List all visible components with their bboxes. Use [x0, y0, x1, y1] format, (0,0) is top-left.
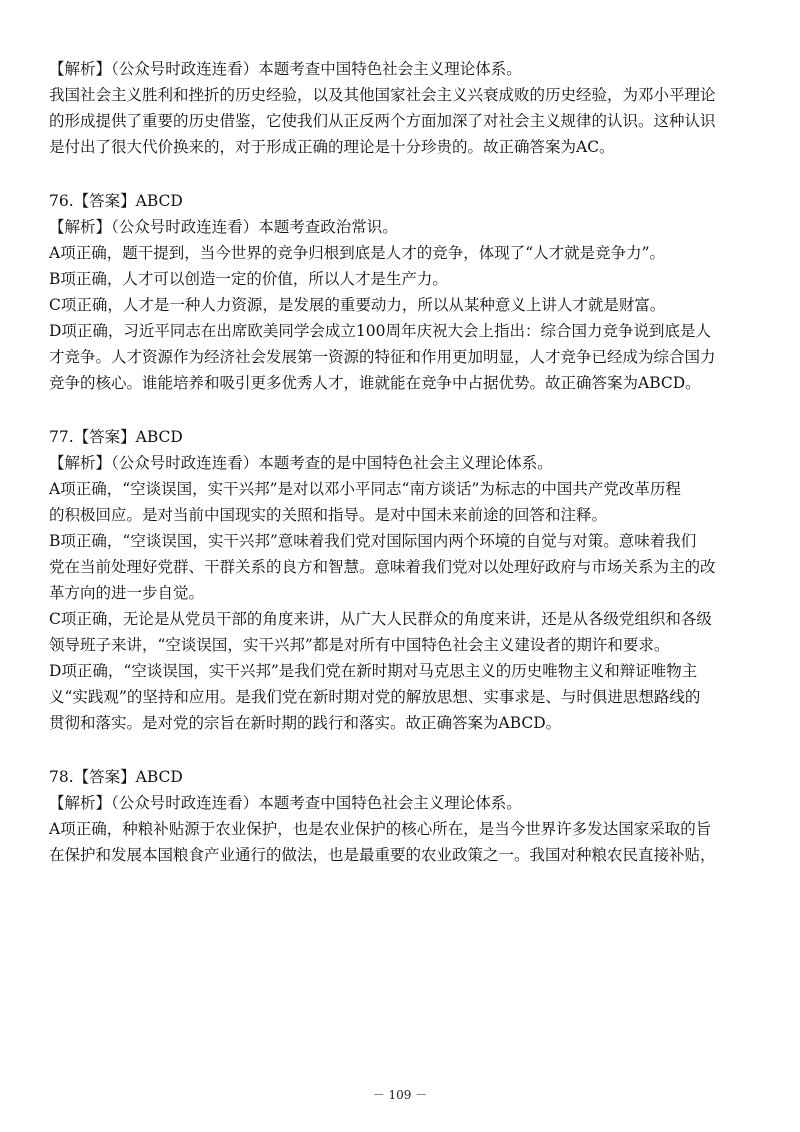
text-line: 【解析】（公众号时政连连看）本题考查政治常识。 [49, 218, 398, 236]
text-line: 革方向的进一步自觉。 [49, 584, 205, 602]
answer-section [49, 764, 753, 868]
text-line: D项正确，“空谈误国，实干兴邦”是我们党在新时期对马克思主义的历史唯物主义和辩证唯物主 [49, 662, 698, 680]
text-line: B项正确，人才可以创造一定的价值，所以人才是生产力。 [49, 270, 448, 288]
text-line: 在保护和发展本国粮食产业通行的做法，也是最重要的农业政策之一。我国对种粮农民直接补贴， [49, 846, 716, 864]
text-line: 义“实践观”的坚持和应用。是我们党在新时期对党的解放思想、实事求是、与时俱进思想路线的 [49, 688, 701, 706]
answer-section [49, 188, 753, 396]
text-line: 【解析】（公众号时政连连看）本题考查中国特色社会主义理论体系。 [49, 794, 522, 812]
text-line: 【解析】（公众号时政连连看）本题考查中国特色社会主义理论体系。 [49, 60, 522, 78]
text-line: 【解析】（公众号时政连连看）本题考查的是中国特色社会主义理论体系。 [49, 454, 553, 472]
text-line: C项正确，无论是从党员干部的角度来讲，从广大人民群众的角度来讲，还是从各级党组织和各级 [49, 610, 712, 628]
answer-section [49, 424, 753, 736]
text-line: 的形成提供了重要的历史借鉴，它使我们从正反两个方面加深了对社会主义规律的认识。这种认识 [49, 112, 716, 130]
text-line: 76.【答案】ABCD [49, 192, 183, 210]
answer-section [49, 56, 753, 160]
text-line: 我国社会主义胜利和挫折的历史经验，以及其他国家社会主义兴衰成败的历史经验，为邓小平理论 [49, 86, 716, 104]
paragraph-gap [49, 160, 753, 188]
text-line: B项正确，“空谈误国，实干兴邦”意味着我们党对国际国内两个环境的自觉与对策。意味着我们 [49, 532, 697, 550]
text-line: 党在当前处理好党群、干群关系的良方和智慧。意味着我们党对以处理好政府与市场关系为主的改 [49, 558, 716, 576]
text-line: A项正确，“空谈误国，实干兴邦”是对以邓小平同志“南方谈话”为标志的中国共产党改革历程 [49, 480, 681, 498]
text-line: 77.【答案】ABCD [49, 428, 183, 446]
text-line: 的积极回应。是对当前中国现实的关照和指导。是对中国未来前途的回答和注释。 [49, 506, 608, 524]
text-line: 领导班子来讲，“空谈误国，实干兴邦”都是对所有中国特色社会主义建设者的期许和要求。 [49, 636, 670, 654]
text-line: 贯彻和落实。是对党的宗旨在新时期的践行和落实。故正确答案为ABCD。 [49, 714, 562, 732]
text-line: D项正确，习近平同志在出席欧美同学会成立100周年庆祝大会上指出：综合国力竞争说到底是人 [49, 322, 712, 340]
paragraph-gap [49, 736, 753, 764]
text-line: 78.【答案】ABCD [49, 768, 183, 786]
text-line: A项正确，题干提到，当今世界的竞争归根到底是人才的竞争，体现了“人才就是竞争力”。 [49, 244, 666, 262]
document-page [49, 56, 753, 868]
text-line: 才竞争。人才资源作为经济社会发展第一资源的特征和作用更加明显，人才竞争已经成为综合国力 [49, 348, 716, 366]
paragraph-gap [49, 396, 753, 424]
page-number: － 109 － [372, 1088, 428, 1102]
text-line: 是付出了很大代价换来的，对于形成正确的理论是十分珍贵的。故正确答案为AC。 [49, 138, 615, 156]
text-line: 竞争的核心。谁能培养和吸引更多优秀人才，谁就能在竞争中占据优势。故正确答案为ABCD。 [49, 374, 701, 392]
text-line: C项正确，人才是一种人力资源，是发展的重要动力，所以从某种意义上讲人才就是财富。 [49, 296, 666, 314]
text-line: A项正确，种粮补贴源于农业保护，也是农业保护的核心所在，是当今世界许多发达国家采取的旨 [49, 820, 712, 838]
